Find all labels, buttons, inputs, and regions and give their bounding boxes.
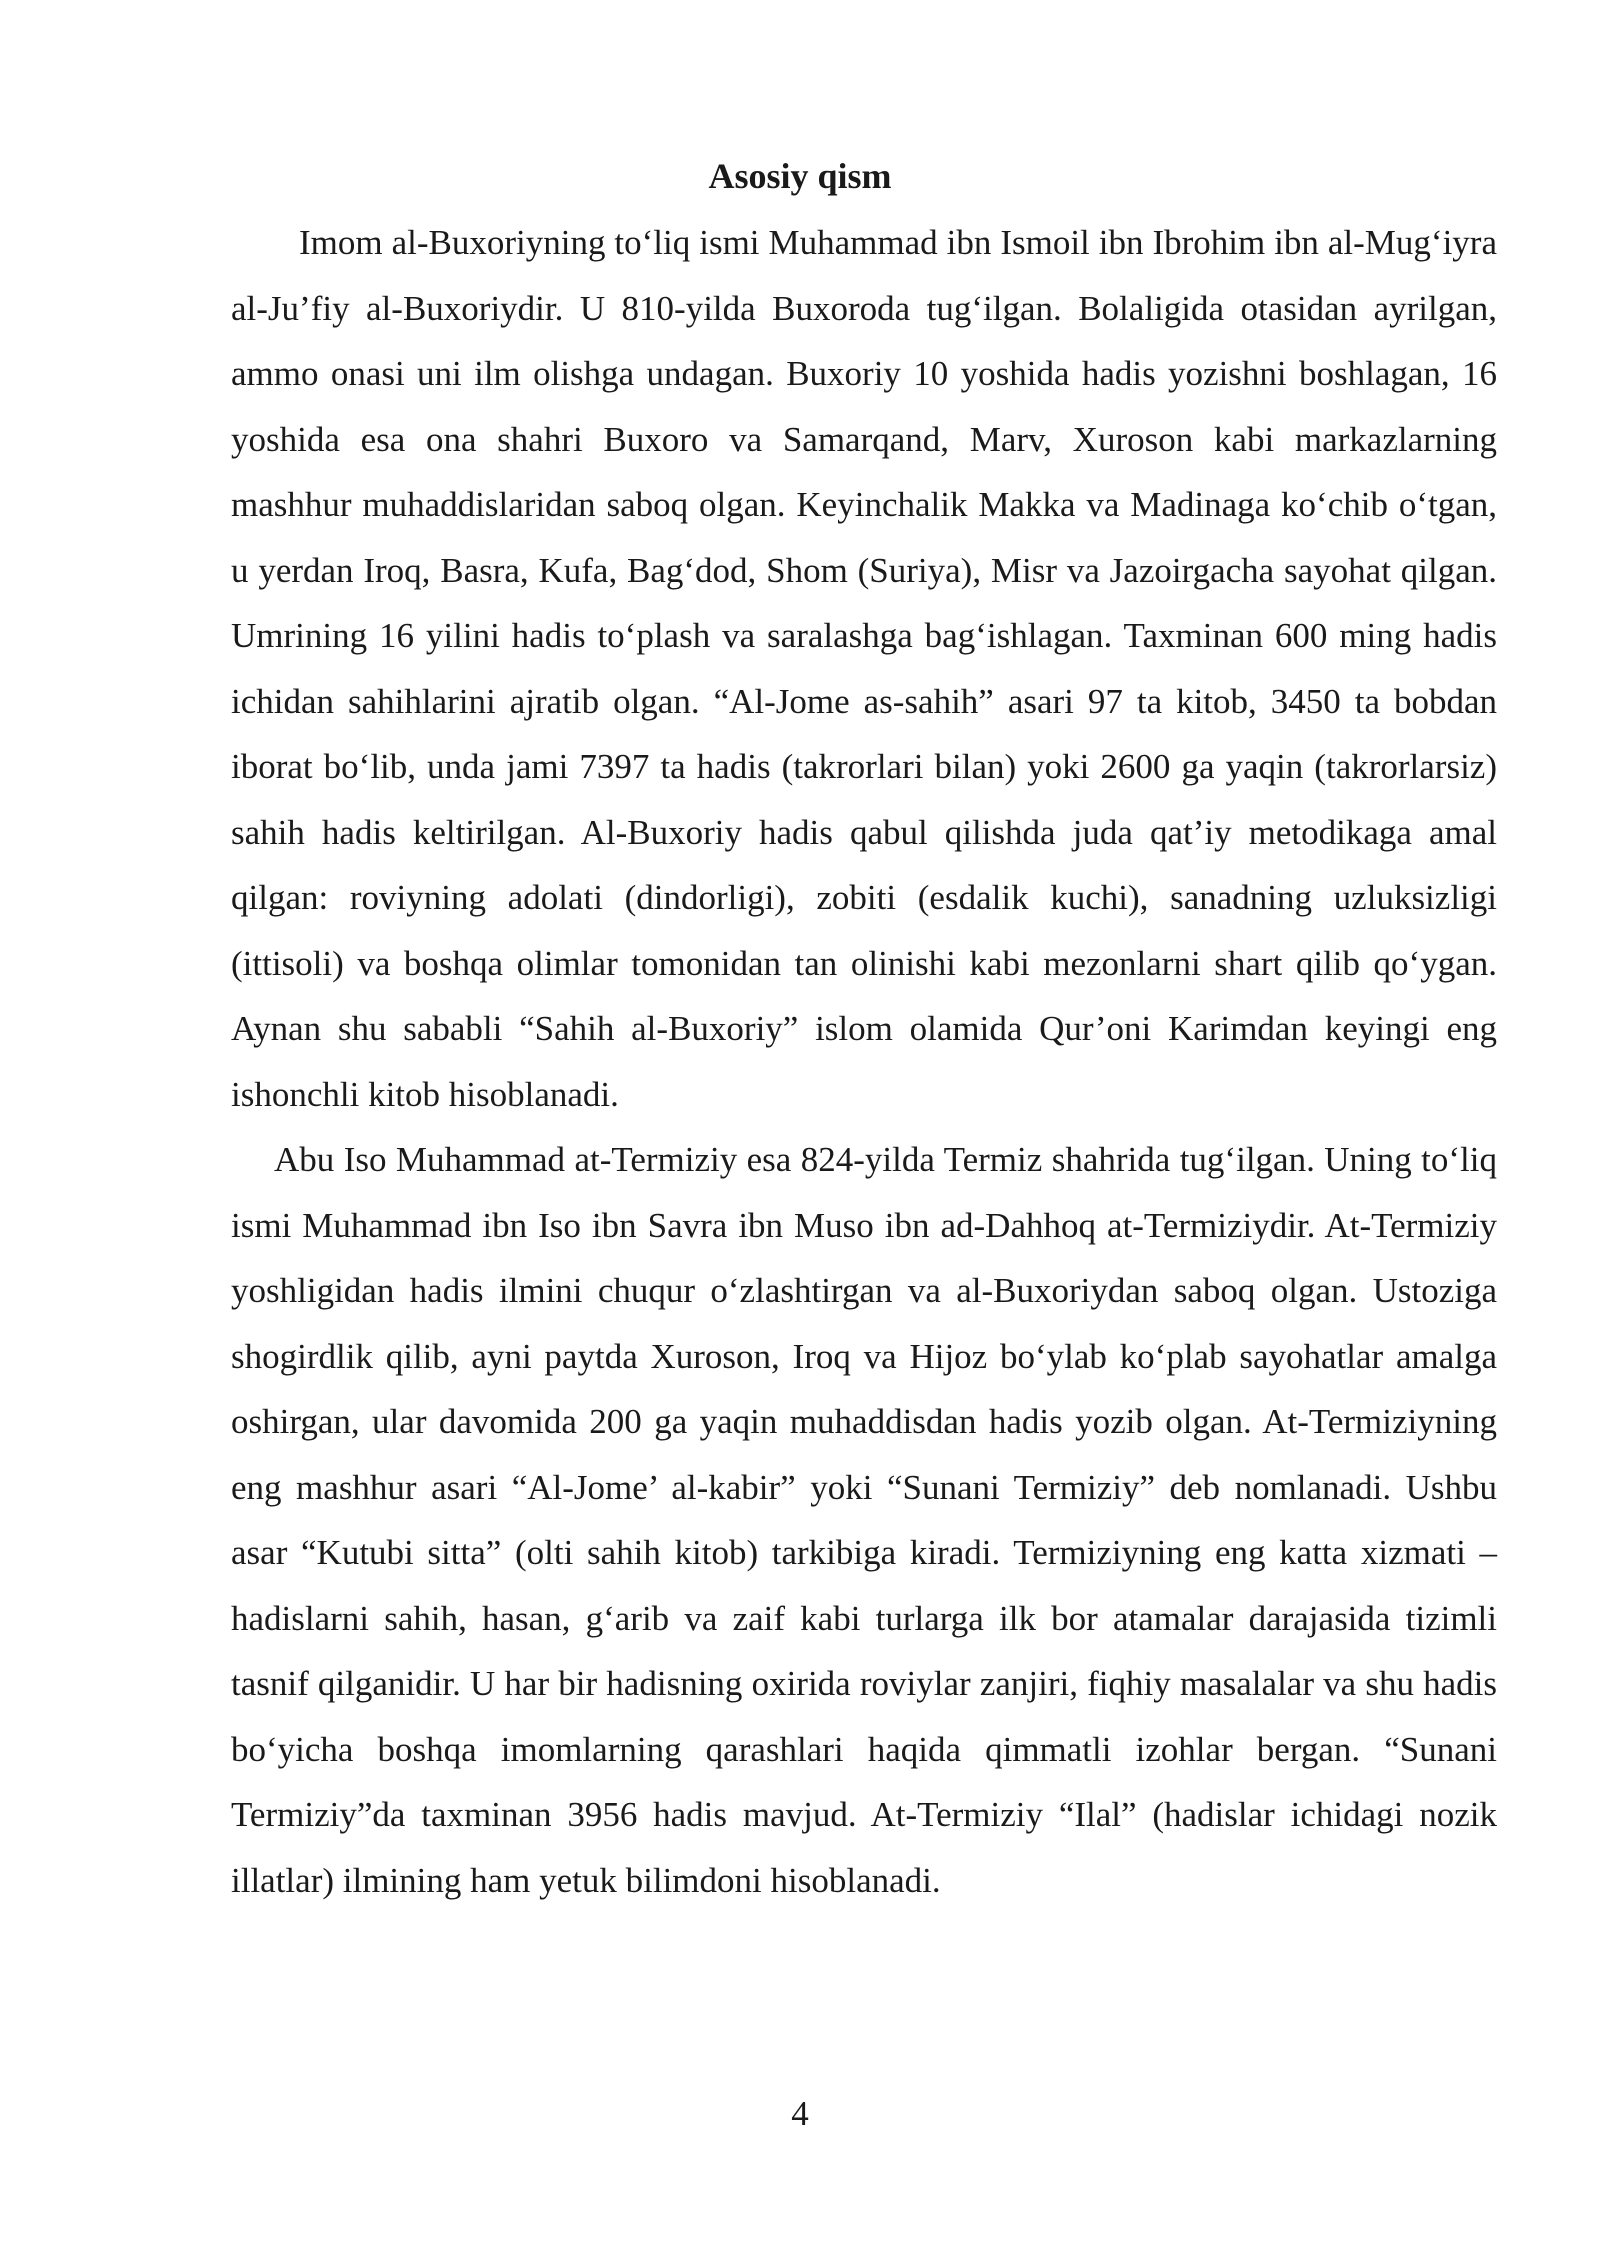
page-number: 4 [791,2094,809,2133]
section-heading: Asosiy qism [708,156,892,196]
paragraph-at-termiziy: Abu Iso Muhammad at-Termiziy esa 824-yilda Termiz shahrida tug‘ilgan. Uning to‘liq ismi Muhammad ibn Iso ibn Savra ibn Muso ibn ad-Dahhoq at-Termiziydir. At-Termiziy yoshligidan hadis ilmini chuqur o‘zlashtirgan va al-Buxoriydan saboq olgan. Ustoziga shogirdlik qilib, ayni paytda Xuroson, Iroq va Hijoz bo‘ylab ko‘plab sayohatlar amalga oshirgan, ular davomida 200 ga yaqin muhaddisdan hadis yozib olgan. At-Termiziyning eng mashhur asari “Al-Jome’ al-kabir” yoki “Sunani Termiziy” deb nomlanadi. Ushbu asar “Kutubi sitta” (olti sahih kitob) tarkibiga kiradi. Termiziyning eng katta xizmati – hadislarni sahih, hasan, g‘arib va zaif kabi turlarga ilk bor atamalar darajasida tizimli tasnif qilganidir. U har bir hadisning oxirida roviylar zanjiri, fiqhiy masalalar va shu hadis bo‘yicha boshqa imomlarning qarashlari haqida qimmatli izohlar bergan. “Sunani Termiziy”da taxminan 3956 hadis mavjud. At-Termiziy “Ilal” (hadislar ichidagi nozik illatlar) ilmining ham yetuk bilimdoni hisoblanadi. [231,1140,1497,1900]
body-text [231,210,1497,1913]
paragraph-al-buxoriy: Imom al-Buxoriyning to‘liq ismi Muhammad ibn Ismoil ibn Ibrohim ibn al-Mug‘iyra al-Ju’fiy al-Buxoriydir. U 810-yilda Buxoroda tug‘ilgan. Bolaligida otasidan ayrilgan, ammo onasi uni ilm olishga undagan. Buxoriy 10 yoshida hadis yozishni boshlagan, 16 yoshida esa ona shahri Buxoro va Samarqand, Marv, Xuroson kabi markazlarning mashhur muhaddislaridan saboq olgan. Keyinchalik Makka va Madinaga ko‘chib o‘tgan, u yerdan Iroq, Basra, Kufa, Bag‘dod, Shom (Suriya), Misr va Jazoirgacha sayohat qilgan. Umrining 16 yilini hadis to‘plash va saralashga bag‘ishlagan. Taxminan 600 ming hadis ichidan sahihlarini ajratib olgan. “Al-Jome as-sahih” asari 97 ta kitob, 3450 ta bobdan iborat bo‘lib, unda jami 7397 ta hadis (takrorlari bilan) yoki 2600 ga yaqin (takrorlarsiz) sahih hadis keltirilgan. Al-Buxoriy hadis qabul qilishda juda qat’iy metodikaga amal qilgan: roviyning adolati (dindorligi), zobiti (esdalik kuchi), sanadning uzluksizligi (ittisoli) va boshqa olimlar tomonidan tan olinishi kabi mezonlarni shart qilib qo‘ygan. Aynan shu sababli “Sahih al-Buxoriy” islom olamida Qur’oni Karimdan keyingi eng ishonchli kitob hisoblanadi. [231,223,1497,1114]
